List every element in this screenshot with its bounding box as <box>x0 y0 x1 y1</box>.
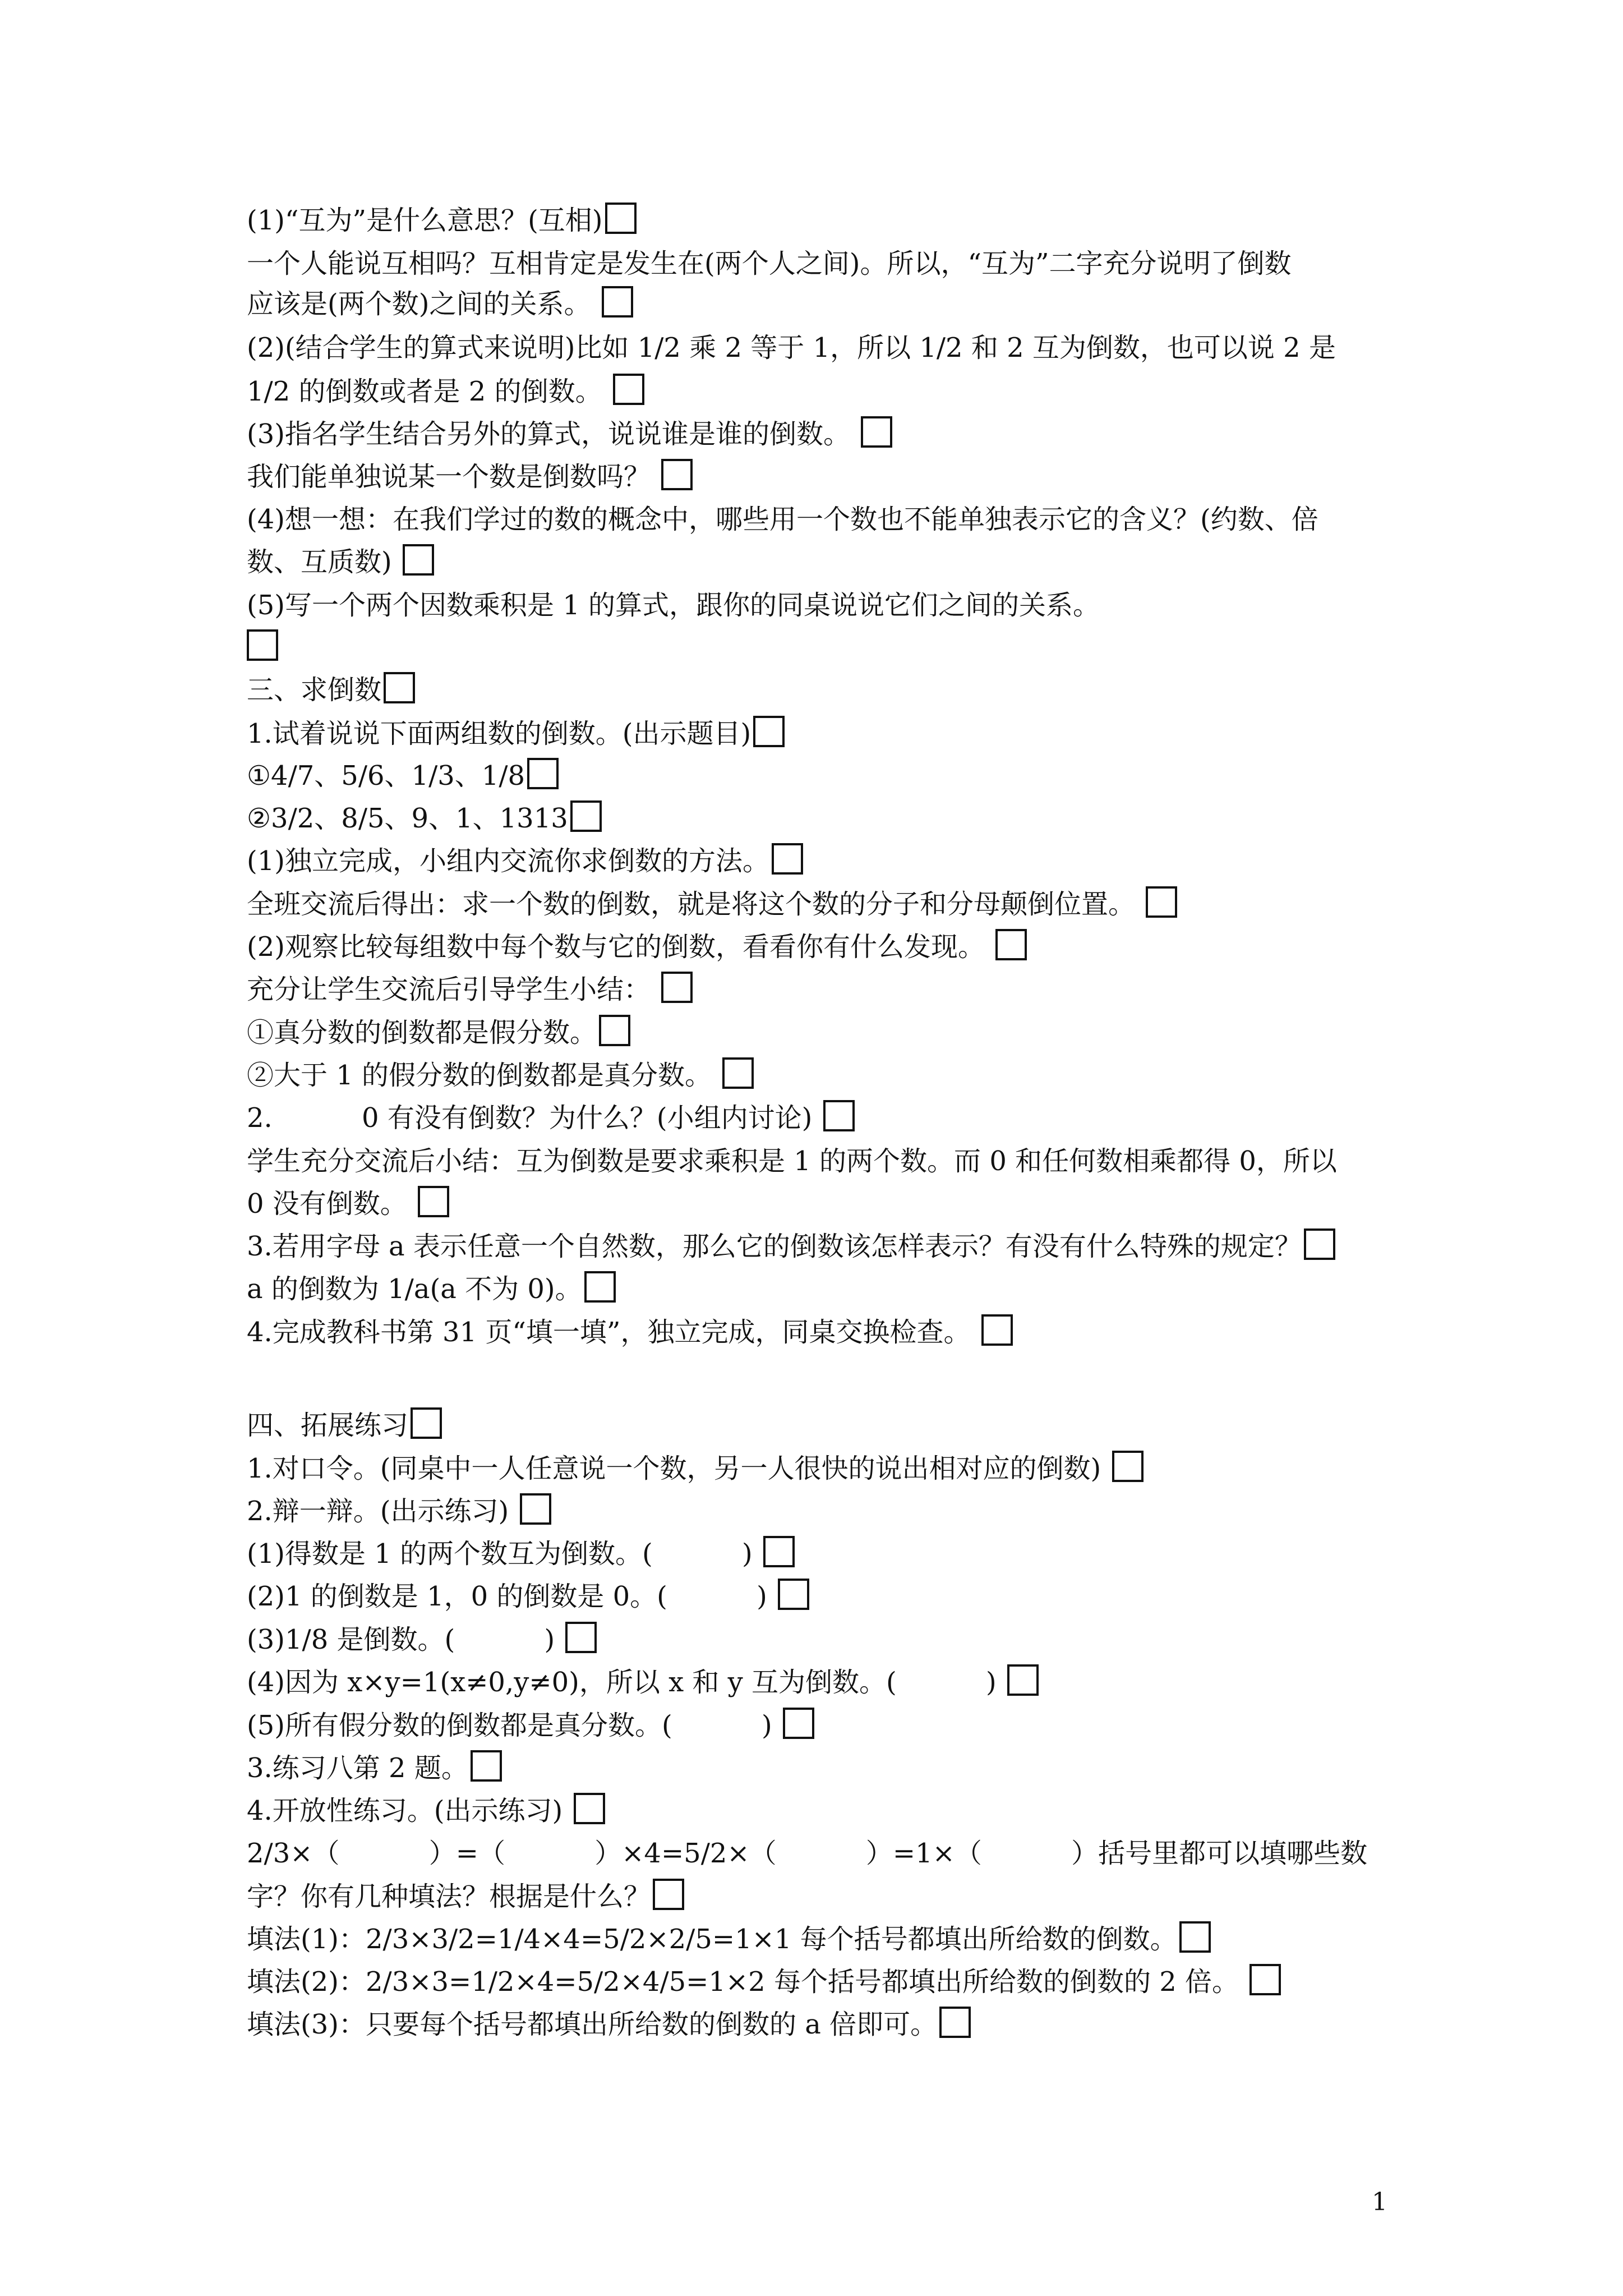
text-line: 填法(2)：2/3×3=1/2×4=5/2×4/5=1×2 每个括号都填出所给数的倒数的 2 倍。 <box>247 1961 1281 2003</box>
text-line: ②大于 1 的假分数的倒数都是真分数。 <box>247 1054 754 1097</box>
text-line: 3.练习八第 2 题。 <box>247 1747 502 1789</box>
text-line: (3)指名学生结合另外的算式，说说谁是谁的倒数。 <box>247 413 892 455</box>
page-number: 1 <box>1372 2188 1387 2216</box>
checkbox[interactable] <box>247 629 278 661</box>
text-line: (2)(结合学生的算式来说明)比如 1/2 乘 2 等于 1，所以 1/2 和 2 互为倒数，也可以说 2 是 <box>247 332 1336 364</box>
text-line: (4)因为 x×y=1(x≠0,y≠0)，所以 x 和 y 互为倒数。( ) <box>247 1661 1039 1704</box>
text-line: (2)1 的倒数是 1，0 的倒数是 0。( ) <box>247 1575 809 1618</box>
text-line: 4.完成教科书第 31 页“填一填”，独立完成，同桌交换检查。 <box>247 1311 1013 1354</box>
checkbox[interactable] <box>981 1314 1013 1346</box>
checkbox[interactable] <box>570 800 602 832</box>
text-line: 数、互质数) <box>247 541 434 583</box>
text-line: ①4/7、5/6、1/3、1/8 <box>247 754 559 797</box>
text-line: ①真分数的倒数都是假分数。 <box>247 1011 630 1054</box>
checkbox[interactable] <box>995 929 1027 960</box>
checkbox[interactable] <box>1112 1451 1144 1482</box>
checkbox[interactable] <box>1304 1228 1335 1260</box>
checkbox[interactable] <box>939 2007 971 2038</box>
checkbox[interactable] <box>823 1100 855 1131</box>
checkbox[interactable] <box>763 1536 795 1567</box>
text-line: 4.开放性练习。(出示练习) <box>247 1789 605 1832</box>
checkbox[interactable] <box>602 286 633 318</box>
text-line: (4)想一想：在我们学过的数的概念中，哪些用一个数也不能单独表示它的含义？(约数、倍 <box>247 504 1318 535</box>
text-line: (3)1/8 是倒数。( ) <box>247 1618 597 1661</box>
checkbox[interactable] <box>605 203 637 234</box>
checkbox[interactable] <box>520 1493 551 1525</box>
checkbox[interactable] <box>411 1407 442 1439</box>
checkbox[interactable] <box>565 1622 597 1653</box>
checkbox[interactable] <box>722 1057 754 1089</box>
checkbox[interactable] <box>384 672 415 703</box>
checkbox[interactable] <box>1249 1964 1281 1995</box>
checkbox[interactable] <box>753 716 785 747</box>
checkbox[interactable] <box>613 374 644 405</box>
checkbox[interactable] <box>403 544 434 576</box>
section-heading: 三、求倒数 <box>247 669 415 711</box>
text-line: 2/3×（ ）=（ ）×4=5/2×（ ）=1×（ ）括号里都可以填哪些数 <box>247 1838 1368 1869</box>
text-line: 填法(3)：只要每个括号都填出所给数的倒数的 a 倍即可。 <box>247 2003 971 2046</box>
checkbox[interactable] <box>778 1579 809 1610</box>
checkbox[interactable] <box>527 758 559 789</box>
checkbox[interactable] <box>661 972 693 1003</box>
text-line: 1.对口令。(同桌中一人任意说一个数，另一人很快的说出相对应的倒数) <box>247 1447 1144 1490</box>
text-line: (2)观察比较每组数中每个数与它的倒数，看看你有什么发现。 <box>247 926 1027 968</box>
checkbox[interactable] <box>783 1708 814 1739</box>
text-line: 填法(1)：2/3×3/2=1/4×4=5/2×2/5=1×1 每个括号都填出所给数的倒数。 <box>247 1918 1211 1961</box>
checkbox[interactable] <box>661 459 693 490</box>
text-line: 2.辩一辩。(出示练习) <box>247 1490 551 1533</box>
text-line: 充分让学生交流后引导学生小结： <box>247 968 693 1011</box>
text-line: 3.若用字母 a 表示任意一个自然数，那么它的倒数该怎样表示？有没有什么特殊的规定？ <box>247 1225 1335 1268</box>
checkbox[interactable] <box>584 1271 616 1303</box>
checkbox[interactable] <box>1179 1921 1211 1953</box>
checkbox[interactable] <box>1007 1664 1039 1696</box>
checkbox[interactable] <box>772 843 803 875</box>
text-line: a 的倒数为 1/a(a 不为 0)。 <box>247 1268 616 1310</box>
text-line: (5)写一个两个因数乘积是 1 的算式，跟你的同桌说说它们之间的关系。 <box>247 590 1100 621</box>
text-line: ②3/2、8/5、9、1、1313 <box>247 797 602 840</box>
text-line: 学生充分交流后小结：互为倒数是要求乘积是 1 的两个数。而 0 和任何数相乘都得 0，所以 <box>247 1145 1337 1177</box>
checkbox[interactable] <box>418 1186 449 1217</box>
text-line: 应该是(两个数)之间的关系。 <box>247 283 633 325</box>
checkbox[interactable] <box>599 1015 630 1046</box>
text-line: (5)所有假分数的倒数都是真分数。( ) <box>247 1704 814 1747</box>
text-line: 1/2 的倒数或者是 2 的倒数。 <box>247 370 644 413</box>
checkbox[interactable] <box>861 416 892 448</box>
text-line: 全班交流后得出：求一个数的倒数，就是将这个数的分子和分母颠倒位置。 <box>247 883 1177 926</box>
text-line: 字？你有几种填法？根据是什么？ <box>247 1875 684 1918</box>
text-line: 0 没有倒数。 <box>247 1182 449 1225</box>
text-line: (1)得数是 1 的两个数互为倒数。( ) <box>247 1533 795 1575</box>
checkbox[interactable] <box>653 1879 684 1910</box>
text-line: 2. 0 有没有倒数？为什么？(小组内讨论) <box>247 1097 855 1139</box>
text-line: 1.试着说说下面两组数的倒数。(出示题目) <box>247 712 785 755</box>
checkbox[interactable] <box>471 1750 502 1782</box>
text-line <box>247 626 278 669</box>
text-line: (1)独立完成，小组内交流你求倒数的方法。 <box>247 840 803 882</box>
checkbox[interactable] <box>1146 886 1177 918</box>
text-line: (1)“互为”是什么意思？(互相) <box>247 199 637 242</box>
section-heading: 四、拓展练习 <box>247 1404 442 1447</box>
text-line: 一个人能说互相吗？互相肯定是发生在(两个人之间)。所以，“互为”二字充分说明了倒数 <box>247 248 1292 279</box>
checkbox[interactable] <box>574 1793 605 1824</box>
text-line: 我们能单独说某一个数是倒数吗？ <box>247 455 693 498</box>
